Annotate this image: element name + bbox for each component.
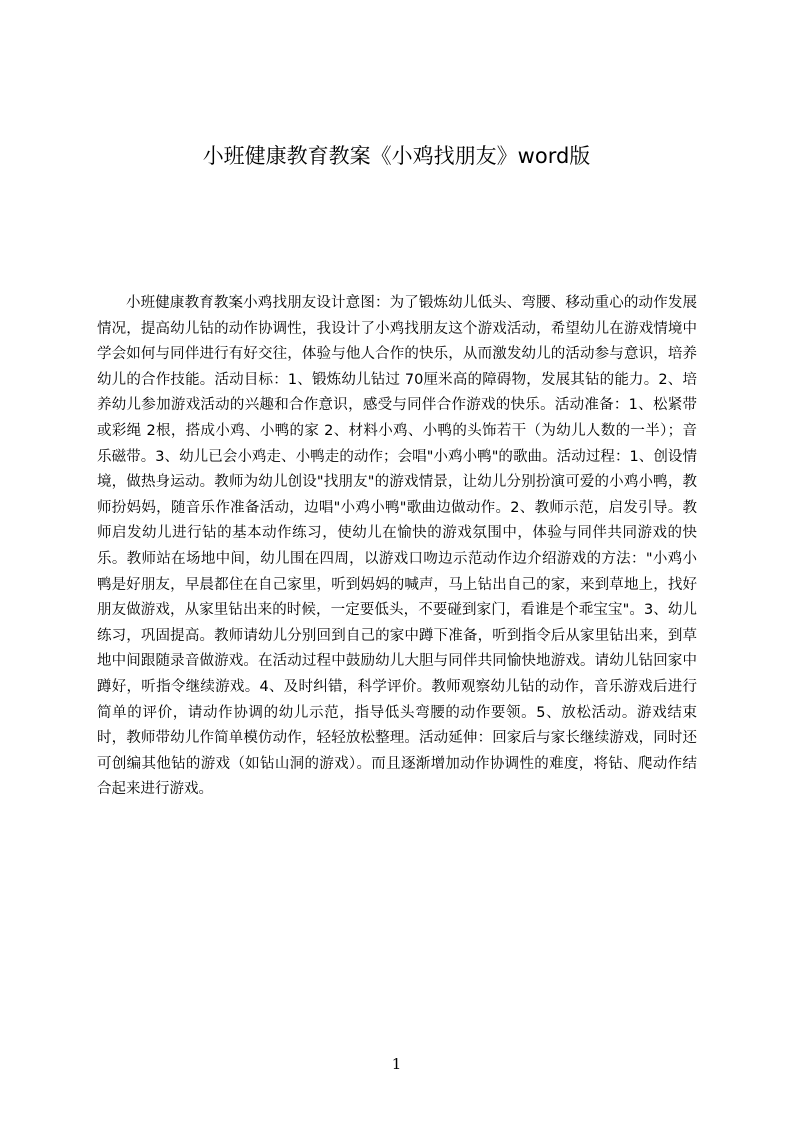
page-number: 1 xyxy=(391,1055,402,1073)
document-body-paragraph: 小班健康教育教案小鸡找朋友设计意图：为了锻炼幼儿低头、弯腰、移动重心的动作发展情况，提高幼儿钻的动作协调性，我设计了小鸡找朋友这个游戏活动，希望幼儿在游戏情境中学会如何与同伴进行有好交往，体验与他人合作的快乐，从而激发幼儿的活动参与意识，培养幼儿的合作技能。活动目标：1、锻炼幼儿钻过 70厘米高的障碍物，发展其钻的能力。2、培养幼儿参加游戏活动的兴趣和合作意识，感受与同伴合作游戏的快乐。活动准备：1、松紧带或彩绳 2根，搭成小鸡、小鸭的家 2、材料小鸡、小鸭的头饰若干（为幼儿人数的一半）；音乐磁带。3、幼儿已会小鸡走、小鸭走的动作；会唱"小鸡小鸭"的歌曲。活动过程：1、创设情境，做热身运动。教师为幼儿创设"找朋友"的游戏情景，让幼儿分别扮演可爱的小鸡小鸭，教师扮妈妈，随音乐作准备活动，边唱"小鸡小鸭"歌曲边做动作。2、教师示范，启发引导。教师启发幼儿进行钻的基本动作练习，使幼儿在愉快的游戏氛围中，体验与同伴共同游戏的快乐。教师站在场地中间，幼儿围在四周，以游戏口吻边示范动作边介绍游戏的方法："小鸡小鸭是好朋友，早晨都住在自己家里，听到妈妈的喊声，马上钻出自己的家，来到草地上，找好朋友做游戏，从家里钻出来的时候，一定要低头，不要碰到家门，看谁是个乖宝宝"。3、幼儿练习，巩固提高。教师请幼儿分别回到自己的家中蹲下准备，听到指令后从家里钻出来，到草地中间跟随录音做游戏。在活动过程中鼓励幼儿大胆与同伴共同愉快地游戏。请幼儿钻回家中蹲好，听指令继续游戏。4、及时纠错，科学评价。教师观察幼儿钻的动作，音乐游戏后进行简单的评价，请动作协调的幼儿示范，指导低头弯腰的动作要领。5、放松活动。游戏结束时，教师带幼儿作简单模仿动作，轻轻放松整理。活动延伸：回家后与家长继续游戏，同时还可创编其他钻的游戏（如钻山洞的游戏）。而且逐渐增加动作协调性的难度，将钻、爬动作结合起来进行游戏。 xyxy=(97,295,697,798)
document-title: 小班健康教育教案《小鸡找朋友》word版 xyxy=(202,144,591,168)
